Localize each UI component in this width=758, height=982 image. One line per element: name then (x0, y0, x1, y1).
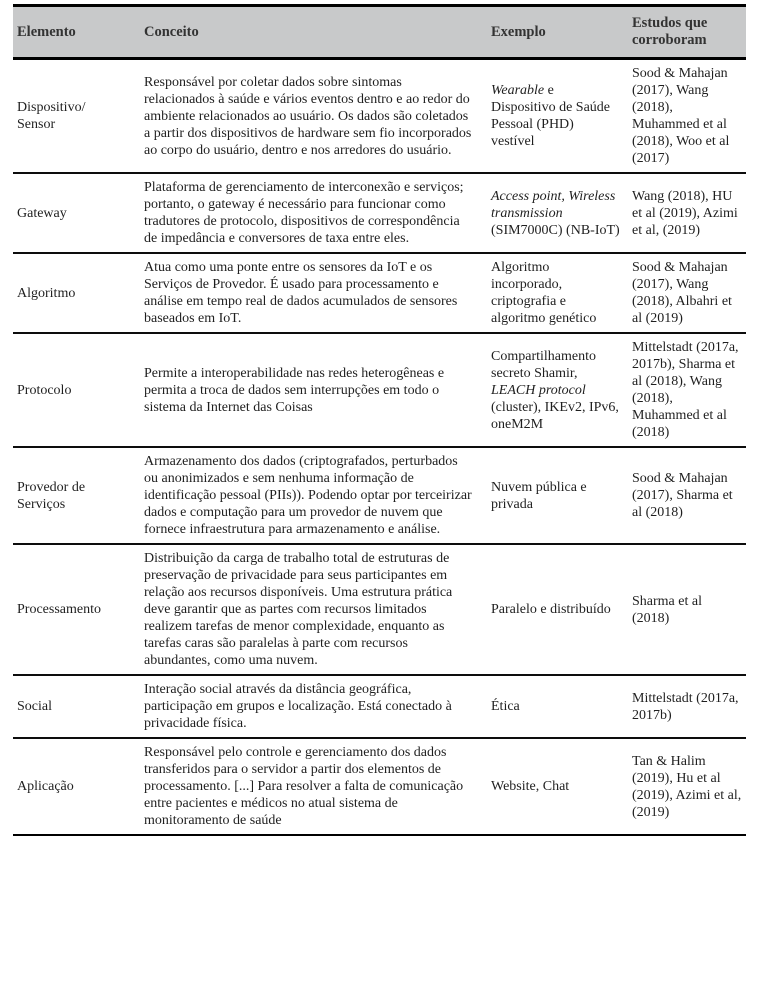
cell-elemento: Algoritmo (17, 285, 76, 301)
cell-estudos: Mittelstadt (2017a, 2017b) (632, 690, 739, 723)
cell-exemplo: Compartilhamento secreto Shamir, LEACH protocol (cluster), IKEv2, IPv6, oneM2M (491, 348, 619, 432)
col-header-estudos: Estudos que corroboram (628, 6, 746, 59)
cell-exemplo: Access point, Wireless transmission (SIM7000C) (NB-IoT) (491, 188, 620, 238)
cell-exemplo: Website, Chat (491, 779, 570, 794)
cell-exemplo: Nuvem pública e privada (491, 479, 587, 512)
cell-elemento: Dispositivo/ Sensor (17, 100, 86, 132)
cell-conceito: Responsável por coletar dados sobre sintomas relacionados à saúde e vários eventos dentro e ao redor do ambiente relacionados ao usuário. Os dados são coletados a partir dos dispositivos de hardware sem fio incorporados ao corpo do usuário, dentro e nos arredores do usuário. (144, 74, 472, 158)
cell-elemento: Social (17, 699, 52, 714)
table-header (13, 6, 746, 59)
row-dispositivo-sensor (13, 59, 746, 174)
row-gateway (13, 173, 746, 253)
cell-elemento: Gateway (17, 205, 67, 221)
cell-conceito: Permite a interoperabilidade nas redes heterogêneas e permita a troca de dados sem interrupções em todo o sistema da Internet das Coisas (144, 365, 445, 415)
col-header-exemplo: Exemplo (487, 6, 628, 59)
cell-elemento: Processamento (17, 602, 101, 617)
cell-exemplo: Algoritmo incorporado, criptografia e algoritmo genético (491, 260, 597, 326)
cell-estudos: Mittelstadt (2017a, 2017b), Sharma et al (2018), Wang (2018), Muhammed et al (2018) (632, 340, 739, 440)
row-provedor-servicos (13, 447, 746, 544)
cell-conceito: Interação social através da distância geográfica, participação em grupos e localização. Está conectado à privacidade física. (144, 682, 452, 731)
cell-exemplo: Wearable e Dispositivo de Saúde Pessoal (PHD) vestível (491, 83, 610, 149)
cell-elemento: Protocolo (17, 382, 72, 398)
cell-conceito: Atua como uma ponte entre os sensores da IoT e os Serviços de Provedor. É usado para processamento e análise em tempo real de dados acumulados de sensores baseados em IoT. (144, 260, 458, 326)
iot-privacy-elements-table (13, 4, 746, 836)
row-algoritmo (13, 253, 746, 333)
row-aplicacao (13, 738, 746, 835)
col-header-elemento: Elemento (13, 6, 140, 59)
cell-elemento: Aplicação (17, 779, 74, 794)
cell-conceito: Distribuição da carga de trabalho total de estruturas de preservação de privacidade para seus participantes em relação aos recursos disponíveis. Uma estrutura prática deve garantir que as partes com recursos limitados realizem tarefas de menor complexidade, enquanto as tarefas caras são paralelas à parte com recursos abundantes, como uma nuvem. (144, 551, 453, 668)
header-row (13, 6, 746, 59)
cell-exemplo: Paralelo e distribuído (491, 602, 611, 617)
table-body (13, 59, 746, 836)
cell-estudos: Wang (2018), HU et al (2019), Azimi et al, (2019) (632, 188, 738, 238)
cell-conceito: Plataforma de gerenciamento de interconexão e serviços; portanto, o gateway é necessário para funcionar como tradutores de protocolo, dispositivos de correspondência de impedância e conversores de taxa entre eles. (144, 180, 464, 246)
cell-elemento: Provedor de Serviços (17, 479, 86, 512)
cell-conceito: Responsável pelo controle e gerenciamento dos dados transferidos para o servidor a partir dos elementos de processamento. [...] Para resolver a falta de comunicação entre pacientes e médicos no atual sistema de monitoramento de saúde (144, 745, 464, 828)
cell-exemplo: Ética (491, 699, 520, 714)
cell-estudos: Sood & Mahajan (2017), Sharma et al (2018) (632, 471, 733, 520)
col-header-conceito: Conceito (140, 6, 487, 59)
cell-estudos: Sood & Mahajan (2017), Wang (2018), Albahri et al (2019) (632, 260, 732, 326)
row-social (13, 675, 746, 738)
cell-conceito: Armazenamento dos dados (criptografados, perturbados ou anonimizados e sem nenhuma informação de identificação pessoal (PIIs)). Podendo optar por terceirizar dados e computação para um provedor de nuvem que fornece infraestrutura para armazenamento e análise. (144, 454, 472, 537)
row-processamento (13, 544, 746, 675)
row-protocolo (13, 333, 746, 447)
cell-estudos: Sood & Mahajan (2017), Wang (2018), Muhammed et al (2018), Woo et al (2017) (632, 66, 730, 166)
cell-estudos: Tan & Halim (2019), Hu et al (2019), Azimi et al, (2019) (632, 753, 742, 820)
cell-estudos: Sharma et al (2018) (632, 593, 702, 626)
